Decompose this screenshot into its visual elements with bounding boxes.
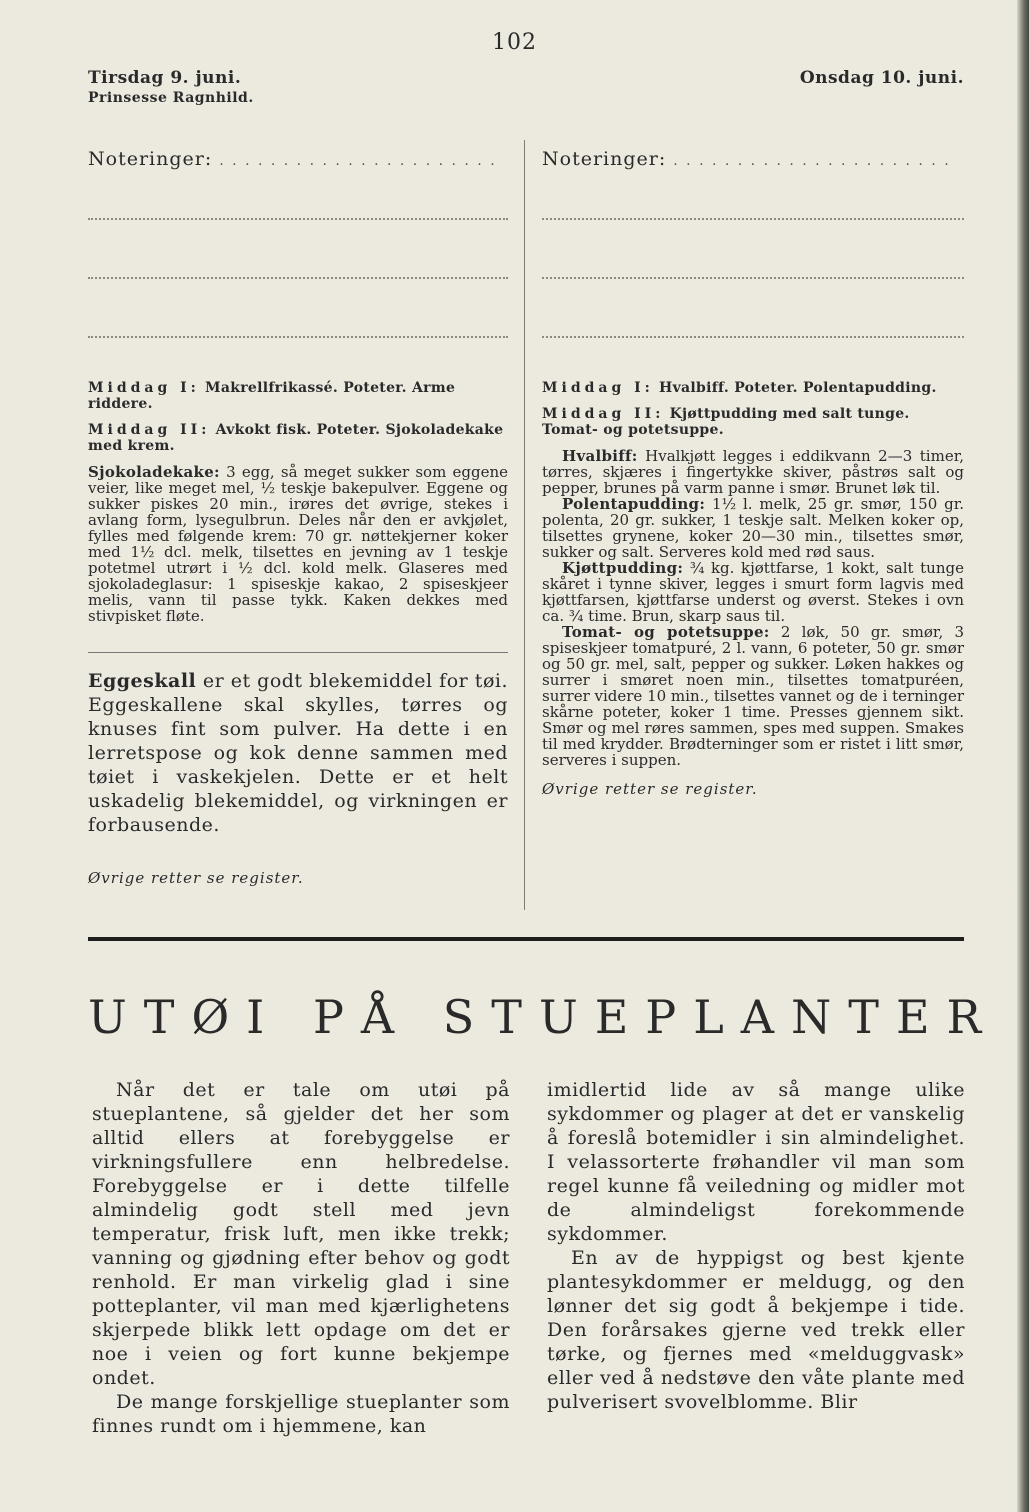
- recipe-label: Polentapudding:: [562, 495, 706, 513]
- recipe-label: Kjøttpudding:: [562, 559, 684, 577]
- recipe-hvalbiff: [542, 448, 964, 496]
- note-line: [542, 275, 964, 279]
- menu-label: Middag I:: [88, 380, 200, 396]
- menu-label: Middag II:: [542, 406, 665, 422]
- recipe-label: Hvalbiff:: [562, 447, 638, 465]
- section-rule: [88, 652, 508, 653]
- menu-1-right: [542, 380, 964, 396]
- recipe-sjokoladekake: [88, 464, 508, 624]
- tip-eggeskall: [88, 669, 508, 837]
- notes-label-right: Noteringer:: [542, 148, 667, 170]
- day-title-right: Onsdag 10. juni.: [799, 68, 964, 88]
- menus-right: [542, 380, 964, 768]
- recipe-polentapudding: [542, 496, 964, 560]
- menu-label: Middag I:: [542, 380, 654, 396]
- recipe-text: 2 løk, 50 gr. smør, 3 spiseskjeer tomatpuré, 2 l. vann, 6 poteter, 50 gr. smør og 50 gr. mel, salt, pepper og sukker. Løken hakkes og surrer i smøret noen min., tilsettes tomatpuréen, surrer videre 10 min., tilsettes vannet og de i terninger skårne poteter, koker 1 time. Presses gjennem sikt. Smør og mel røres sammen, spes med suppen. Smakes til med krydder. Brødterninger som er ristet i litt smør, serveres i suppen.: [542, 623, 964, 769]
- notes-row-right: [542, 148, 964, 170]
- note-line: [542, 216, 964, 220]
- article-column-left: [92, 1078, 510, 1438]
- note-line: [542, 334, 964, 338]
- page-number: 102: [492, 30, 537, 55]
- article-heading: UTØI PÅ STUEPLANTER: [88, 990, 999, 1044]
- menu-text: Makrellfrikassé. Poteter. Arme riddere.: [88, 380, 456, 412]
- recipe-label: Tomat- og potetsuppe:: [562, 623, 770, 641]
- left-column: [88, 68, 508, 887]
- article-paragraph: imidlertid lide av så mange ulike sykdommer og plager at det er vanskelig å foreslå botemidler i sin almindelighet. I velassorterte frøhandler vil man som regel kunne få veiledning og midler mot de almindeligst forekommende sykdommer.: [547, 1079, 965, 1245]
- menu-text: Kjøttpudding med salt tunge. Tomat- og potetsuppe.: [542, 406, 910, 438]
- article-column-right: [547, 1078, 965, 1414]
- menu-label: Middag II:: [88, 422, 211, 438]
- recipe-text: Hvalkjøtt legges i eddikvann 2—3 timer, tørres, skjæres i fingertykke skiver, påstrøs salt og pepper, brunes på varm panne i smør. Brunet løk til.: [542, 447, 964, 497]
- article-paragraph: De mange forskjellige stueplanter som finnes rundt om i hjemmene, kan: [92, 1391, 510, 1437]
- column-divider: [524, 140, 525, 910]
- notes-row-left: [88, 148, 508, 170]
- menu-1-left: [88, 380, 508, 412]
- tip-text: er et godt blekemiddel for tøi. Eggeskallene skal skylles, tørres og knuses fint som pulver. Ha dette i en lerretspose og kok denne sammen med tøiet i vaskekjelen. Dette er et helt uskadelig blekemiddel, og virkningen er forbausende.: [88, 670, 508, 836]
- notes-label-left: Noteringer:: [88, 148, 213, 170]
- recipe-text: 1½ l. melk, 25 gr. smør, 150 gr. polenta, 20 gr. sukker, 1 teskje salt. Melken koker op, tilsettes grynene, koker 20—30 min., tilsettes smør, sukker og salt. Serveres kold med rød saus.: [542, 495, 964, 561]
- right-column: [542, 68, 964, 798]
- tip-label: Eggeskall: [88, 670, 197, 692]
- register-note-right: Øvrige retter se register.: [542, 780, 758, 798]
- page-edge: [1017, 0, 1029, 1512]
- menu-2-right: [542, 406, 964, 438]
- note-line: [88, 275, 508, 279]
- notes-dots: . . . . . . . . . . . . . . . . . . . . . .: [673, 153, 951, 169]
- notes-dots: . . . . . . . . . . . . . . . . . . . . . .: [219, 153, 497, 169]
- recipe-label: Sjokoladekake:: [88, 463, 220, 481]
- article-paragraph: En av de hyppigst og best kjente plantesykdommer er meldugg, og den lønner det sig godt å bekjempe i tide. Den forårsakes gjerne ved trekk eller tørke, og fjernes med «melduggvask» eller ved å nedstøve den våte plante med pulverisert svovelblomme. Blir: [547, 1247, 965, 1413]
- article-paragraph: Når det er tale om utøi på stueplantene, så gjelder det her som alltid ellers at forebyggelse er virkningsfullere enn helbredelse. Forebyggelse er i dette tilfelle almindelig godt stell med jevn temperatur, frisk luft, men ikke trekk; vanning og gjødning efter behov og godt renhold. Er man virkelig glad i sine potteplanter, vil man med kjærlighetens skjerpede blikk lett opdage om det er noe i veien og fort kunne bekjempe ondet.: [92, 1079, 510, 1389]
- menu-2-left: [88, 422, 508, 454]
- recipe-text: 3 egg, så meget sukker som eggene veier, like meget mel, ½ teskje bakepulver. Eggene og sukker piskes 20 min., irøres det øvrige, stekes i avlang form, lysegulbrun. Deles når den er avkjølet, fylles med følgende krem: 70 gr. nøttekjerner koker med 1½ dcl. melk, tilsettes en jevning av 1 teskje potetmel utrørt i ½ dcl. kold melk. Glaseres med sjokoladeglasur: 1 spiseskje kakao, 2 spiseskjeer melis, vann til passe tykk. Kaken dekkes med stivpisket fløte.: [88, 463, 508, 625]
- menu-text: Hvalbiff. Poteter. Polentapudding.: [659, 380, 937, 396]
- recipe-kjottpudding: [542, 560, 964, 624]
- day-subtitle-left: Prinsesse Ragnhild.: [88, 90, 254, 106]
- section-divider-rule: [88, 937, 964, 941]
- note-line: [88, 334, 508, 338]
- day-title-left: Tirsdag 9. juni.: [88, 68, 242, 88]
- recipe-tomat-og-potetsuppe: [542, 624, 964, 768]
- menus-left: [88, 380, 508, 624]
- note-line: [88, 216, 508, 220]
- register-note-left: Øvrige retter se register.: [88, 869, 304, 887]
- menu-text: Avkokt fisk. Poteter. Sjokoladekake med krem.: [88, 422, 504, 454]
- recipe-text: ¾ kg. kjøttfarse, 1 kokt, salt tunge skåret i tynne skiver, legges i smurt form lagvis med kjøttfarsen, kjøttfarse underst og øverst. Stekes i ovn ca. ¾ time. Brun, skarp saus til.: [542, 559, 964, 625]
- day-subtitle-spacer: [542, 90, 964, 106]
